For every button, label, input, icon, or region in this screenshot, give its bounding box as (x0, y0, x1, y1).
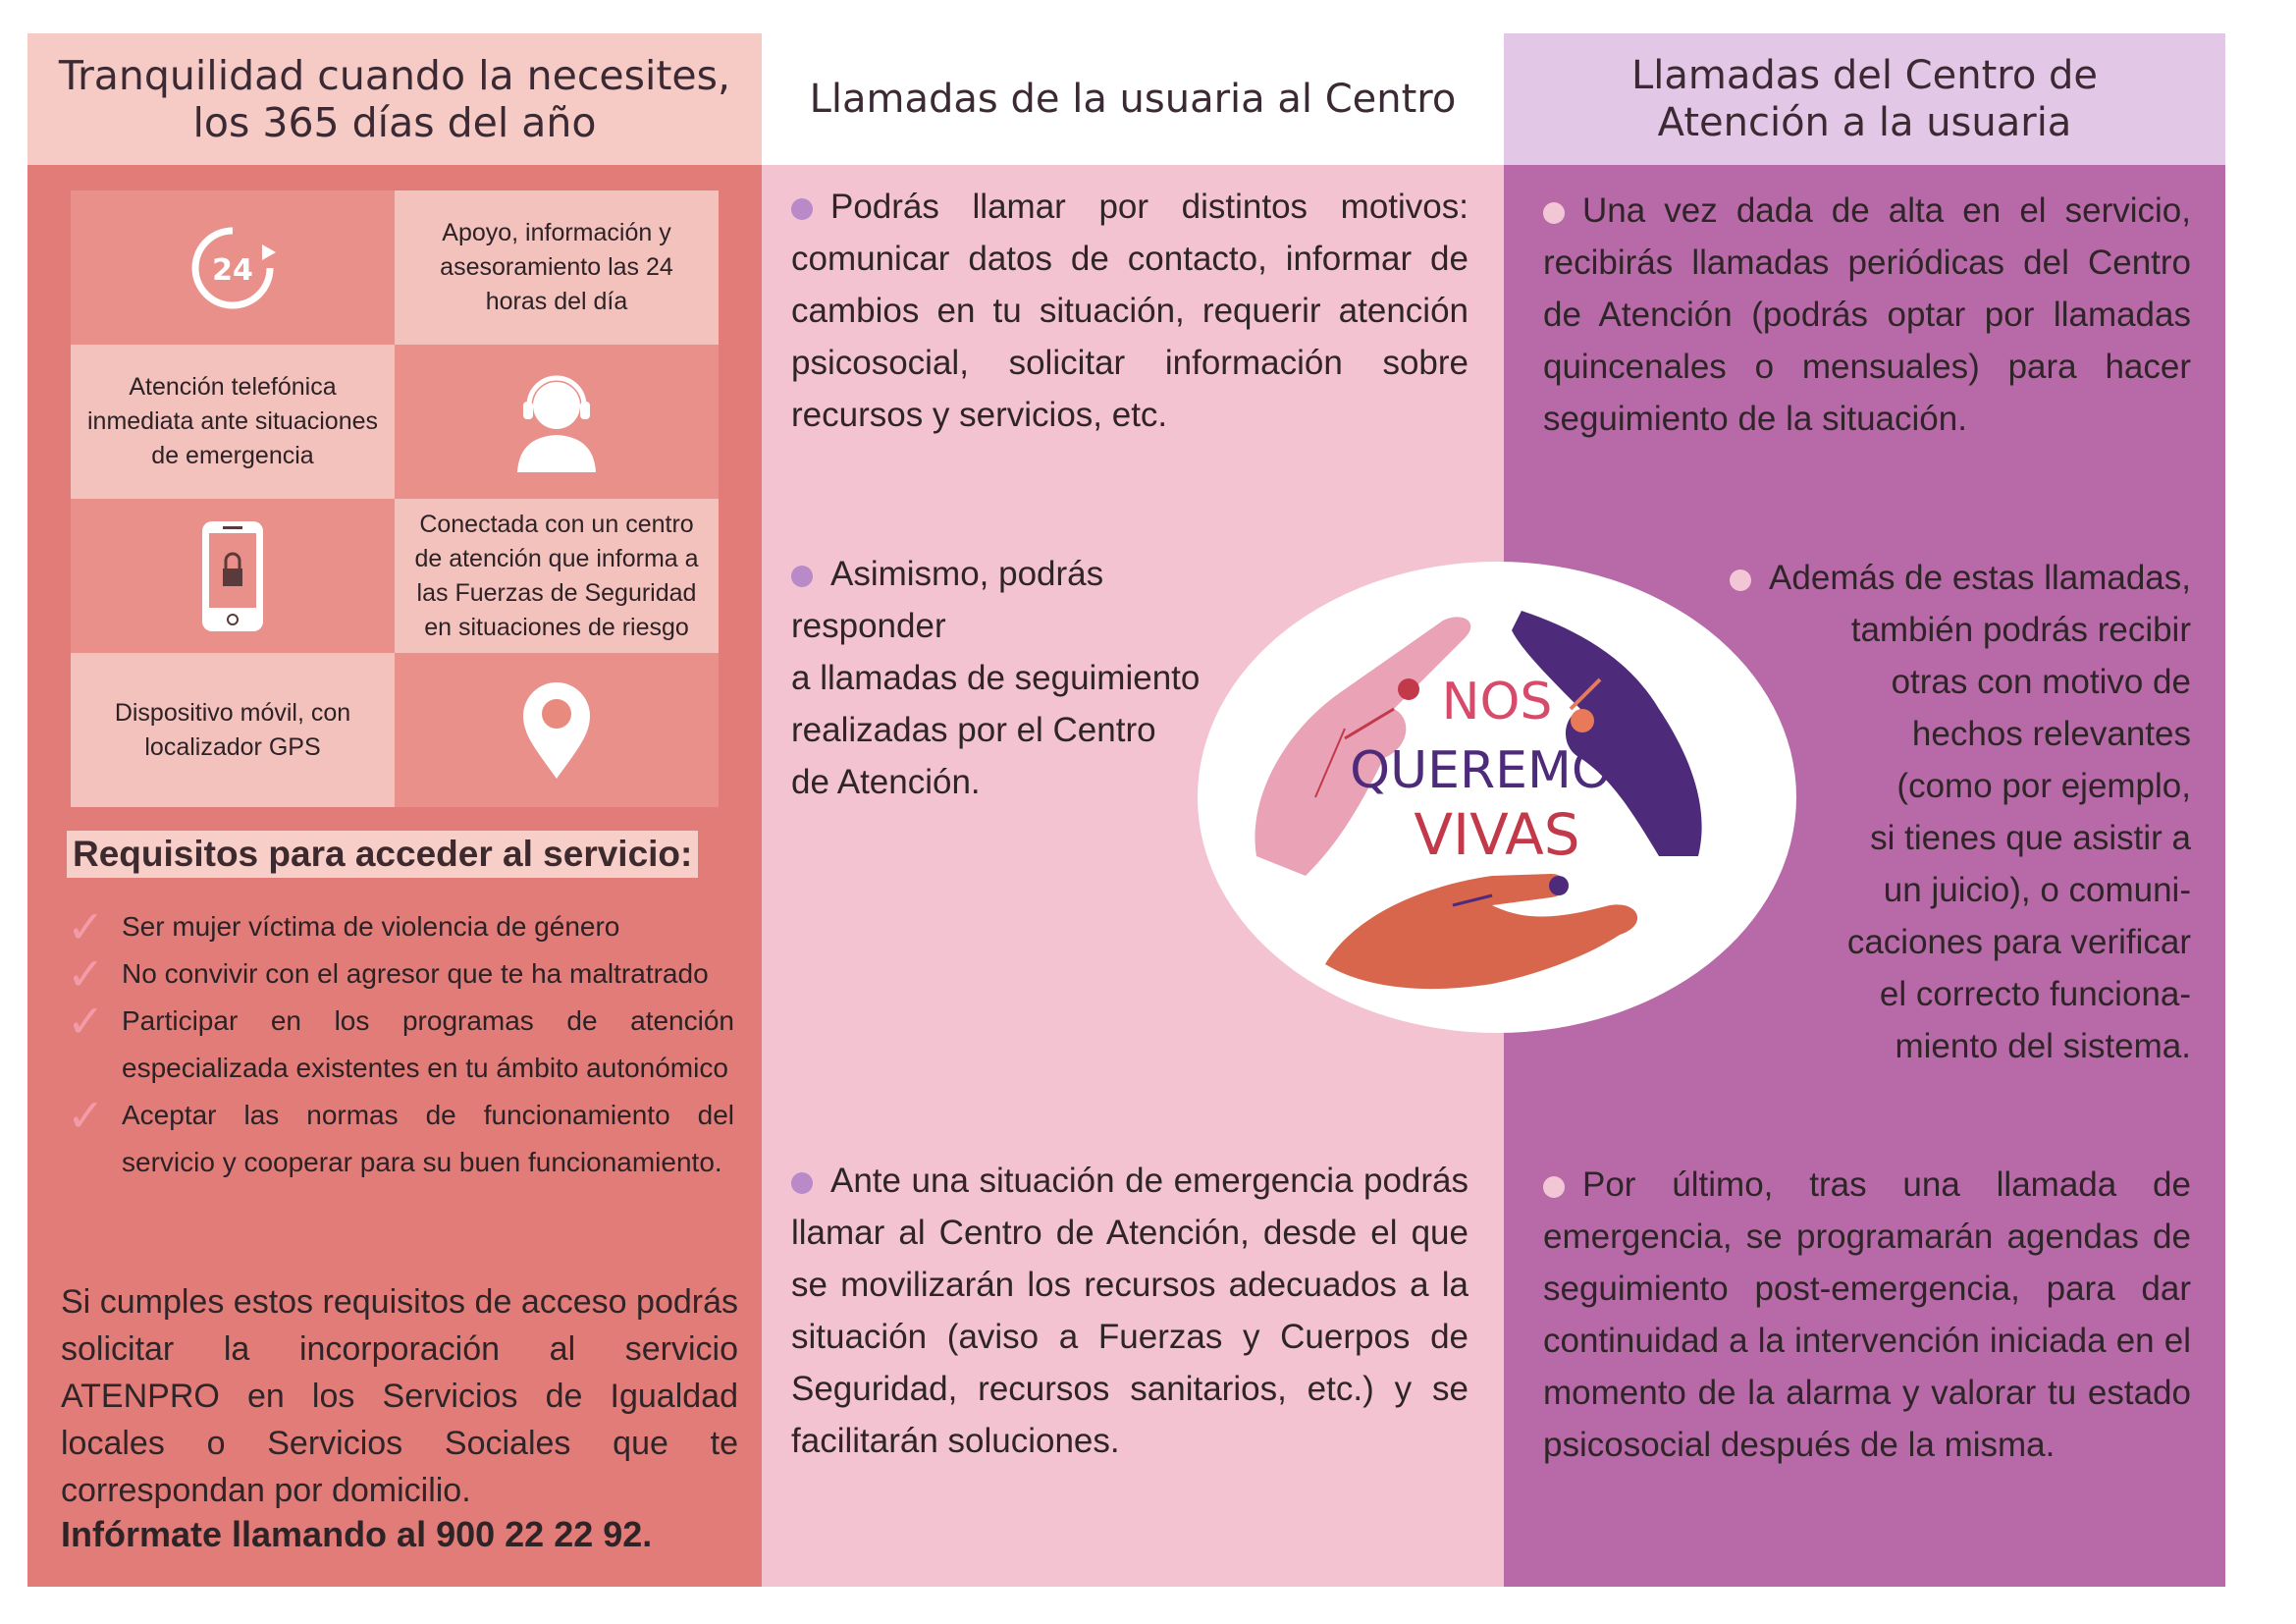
features-grid (71, 190, 719, 807)
hands-illustration (1198, 562, 1796, 1033)
clock-24-label: 24 (212, 252, 253, 288)
col2-p2-line: Asimismo, podrás responder (791, 555, 1104, 645)
feature-dispositivo: Dispositivo móvil, con localizador GPS (71, 653, 395, 807)
requirements-title: Requisitos para acceder al servicio: (67, 831, 698, 878)
col3-p2-line: miento del sistema. (1895, 1027, 2191, 1065)
feature-apoyo: Apoyo, información y asesoramiento las 24 horas del día (395, 190, 719, 345)
col1-title-line2: los 365 días del año (192, 99, 597, 146)
check-icon: ✓ (67, 996, 105, 1047)
col3-title-line2: Atención a la usuaria (1657, 100, 2072, 145)
panel-header (27, 33, 762, 165)
phone-info: Infórmate llamando al 900 22 22 92. (61, 1514, 653, 1554)
logo-line-2: QUEREMOS (1350, 741, 1644, 800)
col3-paragraph-1 (1543, 185, 2191, 445)
requirement-text: Ser mujer víctima de violencia de género (122, 911, 620, 942)
requirement-text: Participar en los programas de atención especializada existentes en tu ámbito autonómico (122, 1005, 734, 1083)
phone-lock-cell (71, 499, 395, 653)
col2-paragraph-2 (791, 548, 1203, 808)
bullet-dot (1543, 1176, 1565, 1198)
col3-p2-line: caciones para verificar (1846, 923, 2191, 961)
col2-p1-text: Podrás llamar por distintos motivos: comunicar datos de contacto, informar de cambios en tu situación, requerir atención psicosocial, solicitar información sobre recursos y servicios, etc. (791, 188, 1468, 434)
phone-lock-icon (198, 517, 267, 635)
requirements-list (67, 903, 734, 1186)
panel-header (762, 33, 1504, 165)
col2-p3-text: Ante una situación de emergencia podrás llamar al Centro de Atención, desde el que se movilizarán los recursos adecuados a la situación (aviso a Fuerzas y Cuerpos de Seguridad, recursos sanitarios, etc.) y se facilitarán soluciones. (791, 1162, 1468, 1460)
col3-p2-line: un juicio), o comuni- (1883, 871, 2191, 909)
requirement-text: No convivir con el agresor que te ha maltratrado (122, 958, 709, 989)
col2-title: Llamadas de la usuaria al Centro (809, 77, 1457, 122)
col2-p2-line: de Atención. (791, 763, 981, 801)
col3-p2-line: Además de estas llamadas, (1681, 552, 2191, 604)
requirement-item (67, 998, 734, 1092)
requirement-item (67, 950, 734, 998)
bullet-dot (791, 1172, 813, 1194)
clock-24-icon (184, 219, 282, 317)
check-icon: ✓ (67, 901, 105, 952)
col3-title-line1: Llamadas del Centro de (1631, 53, 2098, 98)
col3-p2-line: hechos relevantes (1911, 715, 2191, 753)
requirement-item (67, 903, 734, 950)
panel-service-info (27, 33, 762, 1587)
bullet-dot (791, 198, 813, 220)
check-icon: ✓ (67, 1090, 105, 1141)
logo-line-1: NOS (1441, 673, 1553, 731)
col3-p2-line: si tienes que asistir a (1870, 819, 2191, 857)
requirement-text: Aceptar las normas de funcionamiento del servicio y cooperar para su buen funcionamiento. (122, 1100, 734, 1177)
feature-atencion: Atención telefónica inmediata ante situaciones de emergencia (71, 345, 395, 499)
col3-p2-line: (como por ejemplo, (1896, 767, 2191, 805)
feature-conectada: Conectada con un centro de atención que informa a las Fuerzas de Seguridad en situaciones de riesgo (395, 499, 719, 653)
bullet-dot (1543, 202, 1565, 224)
location-cell (395, 653, 719, 807)
check-icon: ✓ (67, 948, 105, 1000)
col3-p2-line: también podrás recibir (1850, 611, 2191, 649)
col3-p2-line: otras con motivo de (1891, 663, 2191, 701)
bullet-dot (791, 566, 813, 587)
clock-24-cell (71, 190, 395, 345)
nos-queremos-vivas-logo (1198, 562, 1796, 1033)
operator-cell (395, 345, 719, 499)
col2-paragraph-1 (791, 181, 1468, 441)
closing-paragraph: Si cumples estos requisitos de acceso podrás solicitar la incorporación al servicio ATENPRO en los Servicios de Igualdad locales o Servicios Sociales que te correspondan por domicilio. (61, 1283, 738, 1509)
col2-paragraph-3 (791, 1155, 1468, 1467)
col1-title-line1: Tranquilidad cuando la necesites, (58, 52, 731, 99)
operator-headset-icon (507, 368, 606, 476)
col3-p3-text: Por último, tras una llamada de emergencia, se programarán agendas de seguimiento post-emergencia, para dar continuidad a la intervención iniciada en el momento de la alarma y valorar tu estado psicosocial después de la misma. (1543, 1165, 2191, 1464)
col2-p2-line: a llamadas de seguimiento (791, 659, 1201, 697)
location-pin-icon (517, 677, 596, 785)
logo-line-3: VIVAS (1414, 801, 1580, 868)
col2-p2-line: realizadas por el Centro (791, 711, 1156, 749)
col3-p2-line: el correcto funciona- (1879, 975, 2191, 1013)
col3-p1-text: Una vez dada de alta en el servicio, recibirás llamadas periódicas del Centro de Atención (podrás optar por llamadas quincenales o mensuales) para hacer seguimiento de la situación. (1543, 191, 2191, 438)
col3-paragraph-3 (1543, 1159, 2191, 1471)
panel-header (1504, 33, 2225, 165)
requirement-item (67, 1092, 734, 1186)
